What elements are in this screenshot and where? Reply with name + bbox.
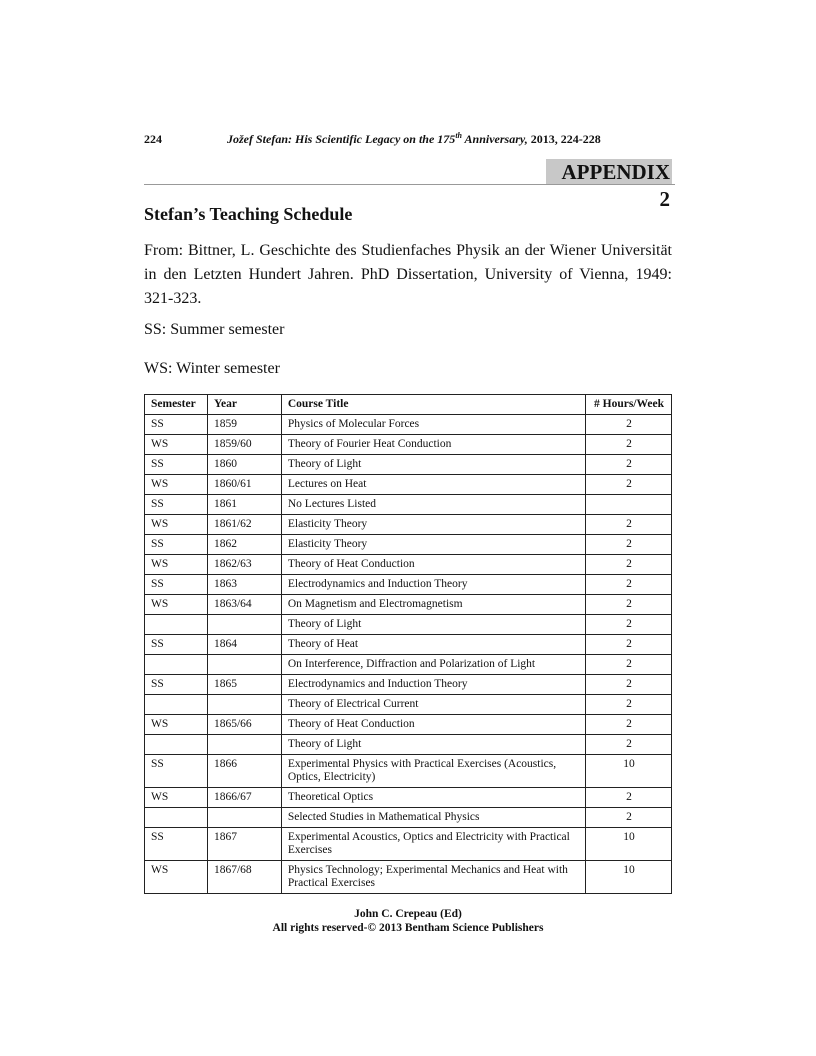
table-row [145, 861, 672, 894]
cell-hours: 2 [586, 555, 672, 575]
table-row [145, 555, 672, 575]
legend-winter: WS: Winter semester [144, 360, 280, 377]
table-row [145, 435, 672, 455]
table-row [145, 695, 672, 715]
cell-semester: SS [145, 575, 208, 595]
cell-semester: SS [145, 635, 208, 655]
running-citation: 2013, 224-228 [527, 132, 601, 146]
cell-year: 1861 [207, 495, 281, 515]
table-row [145, 495, 672, 515]
cell-semester [145, 615, 208, 635]
header-year: Year [207, 395, 281, 415]
cell-year: 1859/60 [207, 435, 281, 455]
cell-year: 1865 [207, 675, 281, 695]
cell-hours: 2 [586, 715, 672, 735]
cell-semester [145, 808, 208, 828]
running-title-post: Anniversary, [461, 132, 528, 146]
table-body [145, 415, 672, 894]
cell-hours: 2 [586, 535, 672, 555]
footer [144, 907, 672, 935]
table-row [145, 575, 672, 595]
cell-course-title: Experimental Physics with Practical Exercises (Acoustics, Optics, Electricity) [281, 755, 585, 788]
cell-hours: 2 [586, 635, 672, 655]
cell-course-title: No Lectures Listed [281, 495, 585, 515]
cell-year: 1864 [207, 635, 281, 655]
table-row [145, 615, 672, 635]
cell-hours: 2 [586, 455, 672, 475]
cell-course-title: Electrodynamics and Induction Theory [281, 575, 585, 595]
cell-year: 1866 [207, 755, 281, 788]
cell-hours: 2 [586, 655, 672, 675]
cell-course-title: On Magnetism and Electromagnetism [281, 595, 585, 615]
table-row [145, 635, 672, 655]
cell-semester: WS [145, 595, 208, 615]
cell-semester: WS [145, 788, 208, 808]
cell-year: 1863/64 [207, 595, 281, 615]
cell-year: 1863 [207, 575, 281, 595]
footer-editor: John C. Crepeau (Ed) [354, 908, 462, 920]
cell-course-title: Theory of Light [281, 455, 585, 475]
cell-year: 1865/66 [207, 715, 281, 735]
cell-semester [145, 695, 208, 715]
cell-course-title: Elasticity Theory [281, 535, 585, 555]
cell-course-title: Electrodynamics and Induction Theory [281, 675, 585, 695]
cell-year: 1860 [207, 455, 281, 475]
cell-semester: WS [145, 475, 208, 495]
cell-year: 1867 [207, 828, 281, 861]
cell-year [207, 735, 281, 755]
table-row [145, 808, 672, 828]
cell-semester: WS [145, 515, 208, 535]
cell-semester: WS [145, 435, 208, 455]
cell-hours: 2 [586, 735, 672, 755]
table-row [145, 535, 672, 555]
cell-hours: 2 [586, 595, 672, 615]
cell-year [207, 615, 281, 635]
running-title-italic [227, 132, 528, 146]
cell-hours: 2 [586, 575, 672, 595]
table-row [145, 595, 672, 615]
cell-year: 1866/67 [207, 788, 281, 808]
cell-hours: 2 [586, 415, 672, 435]
header-hours-per-week: # Hours/Week [586, 395, 672, 415]
cell-hours: 10 [586, 861, 672, 894]
page-title: Stefan’s Teaching Schedule [144, 204, 353, 224]
appendix-label: APPENDIX 2 [546, 159, 672, 184]
table-row [145, 475, 672, 495]
cell-semester: WS [145, 715, 208, 735]
cell-course-title: Theory of Light [281, 615, 585, 635]
footer-rights: All rights reserved-© 2013 Bentham Science Publishers [272, 922, 544, 934]
cell-course-title: Theory of Light [281, 735, 585, 755]
cell-course-title: Theory of Fourier Heat Conduction [281, 435, 585, 455]
cell-course-title: Physics of Molecular Forces [281, 415, 585, 435]
cell-semester: WS [145, 861, 208, 894]
table-header-row [145, 395, 672, 415]
cell-semester: SS [145, 828, 208, 861]
cell-semester: SS [145, 415, 208, 435]
cell-course-title: Theory of Heat Conduction [281, 715, 585, 735]
cell-course-title: Selected Studies in Mathematical Physics [281, 808, 585, 828]
header-divider [144, 184, 675, 185]
cell-year: 1859 [207, 415, 281, 435]
cell-hours: 2 [586, 615, 672, 635]
cell-course-title: Experimental Acoustics, Optics and Electricity with Practical Exercises [281, 828, 585, 861]
cell-hours [586, 495, 672, 515]
cell-year [207, 808, 281, 828]
cell-year [207, 695, 281, 715]
cell-year: 1862/63 [207, 555, 281, 575]
cell-hours: 10 [586, 828, 672, 861]
cell-course-title: On Interference, Diffraction and Polarization of Light [281, 655, 585, 675]
cell-semester: SS [145, 675, 208, 695]
running-title-pre: Jožef Stefan: His Scientific Legacy on the 175 [227, 132, 456, 146]
cell-hours: 2 [586, 435, 672, 455]
cell-hours: 10 [586, 755, 672, 788]
cell-semester: WS [145, 555, 208, 575]
table-row [145, 455, 672, 475]
page-number: 224 [144, 132, 162, 146]
cell-semester: SS [145, 535, 208, 555]
cell-course-title: Lectures on Heat [281, 475, 585, 495]
cell-semester: SS [145, 455, 208, 475]
cell-semester [145, 655, 208, 675]
table-row [145, 415, 672, 435]
table-row [145, 828, 672, 861]
running-title [227, 131, 601, 147]
teaching-schedule-table [144, 394, 672, 894]
table-row [145, 655, 672, 675]
table-row [145, 735, 672, 755]
cell-hours: 2 [586, 515, 672, 535]
source-citation: From: Bittner, L. Geschichte des Studienfaches Physik an der Wiener Universität in den Letzten Hundert Jahren. PhD Dissertation, University of Vienna, 1949: 321-323. [144, 242, 672, 307]
table-row [145, 515, 672, 535]
header-course-title: Course Title [281, 395, 585, 415]
cell-semester: SS [145, 495, 208, 515]
table-row [145, 755, 672, 788]
cell-hours: 2 [586, 788, 672, 808]
table-row [145, 788, 672, 808]
cell-course-title: Theory of Electrical Current [281, 695, 585, 715]
cell-semester: SS [145, 755, 208, 788]
legend-summer: SS: Summer semester [144, 321, 285, 338]
cell-course-title: Physics Technology; Experimental Mechanics and Heat with Practical Exercises [281, 861, 585, 894]
cell-year: 1861/62 [207, 515, 281, 535]
cell-year [207, 655, 281, 675]
cell-hours: 2 [586, 475, 672, 495]
cell-course-title: Theoretical Optics [281, 788, 585, 808]
cell-course-title: Theory of Heat Conduction [281, 555, 585, 575]
running-title-sup: th [455, 131, 462, 140]
cell-semester [145, 735, 208, 755]
table-row [145, 675, 672, 695]
table-row [145, 715, 672, 735]
cell-year: 1862 [207, 535, 281, 555]
cell-year: 1860/61 [207, 475, 281, 495]
cell-year: 1867/68 [207, 861, 281, 894]
cell-course-title: Elasticity Theory [281, 515, 585, 535]
cell-hours: 2 [586, 695, 672, 715]
cell-hours: 2 [586, 808, 672, 828]
cell-course-title: Theory of Heat [281, 635, 585, 655]
cell-hours: 2 [586, 675, 672, 695]
header-semester: Semester [145, 395, 208, 415]
